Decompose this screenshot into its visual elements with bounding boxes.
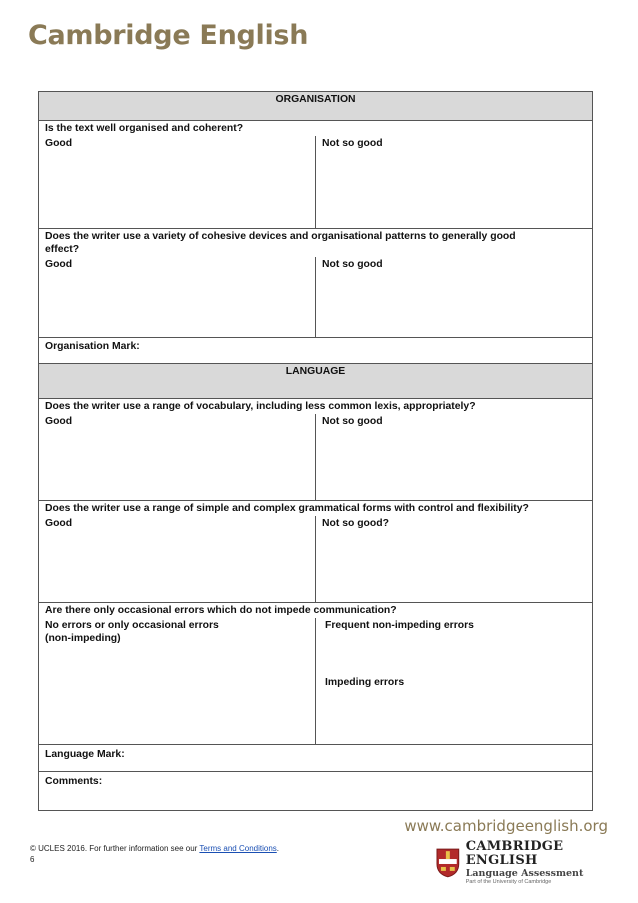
org-q1-answers (39, 136, 593, 229)
lang-q1-answers (39, 414, 593, 501)
lang-q1-not-so-good-label: Not so good (322, 416, 383, 427)
lang-q2-question: Does the writer use a range of simple and complex grammatical forms with control and flexibility? (39, 501, 593, 517)
org-q1-row (39, 121, 593, 137)
lang-q2-not-so-good[interactable] (316, 516, 593, 603)
organisation-header-row (39, 92, 593, 121)
page-number: 6 (30, 855, 35, 864)
lang-q3-row (39, 603, 593, 619)
lang-q1-question: Does the writer use a range of vocabulary, including less common lexis, appropriately? (39, 399, 593, 415)
org-q2-question (39, 229, 593, 258)
org-q1-good-label: Good (45, 138, 73, 149)
org-q2-good-label: Good (45, 259, 73, 270)
language-mark-label: Language Mark: (45, 749, 125, 760)
org-q2-answers (39, 257, 593, 338)
lang-q1-row (39, 399, 593, 415)
lang-q2-good[interactable] (39, 516, 316, 603)
org-q2-question-line1: Does the writer use a variety of cohesive devices and organisational patterns to generally good (45, 231, 516, 242)
logo-main-text: CAMBRIDGE ENGLISH (465, 839, 564, 868)
org-q2-not-so-good[interactable] (316, 257, 593, 338)
cambridge-logo (436, 840, 638, 886)
comments-label: Comments: (45, 776, 103, 787)
comments[interactable] (39, 772, 593, 811)
lang-q1-good[interactable] (39, 414, 316, 501)
organisation-mark[interactable] (39, 338, 593, 364)
lang-q2-answers (39, 516, 593, 603)
lang-q3-spacer (325, 632, 586, 676)
terms-link[interactable]: Terms and Conditions (199, 844, 277, 853)
org-q1-not-so-good-label: Not so good (322, 138, 383, 149)
org-q2-question-line2: effect? (45, 244, 80, 255)
organisation-heading: ORGANISATION (39, 92, 593, 121)
language-mark-row (39, 745, 593, 772)
lang-q3-frequent-errors[interactable] (316, 618, 593, 745)
lang-q2-good-label: Good (45, 518, 73, 529)
lang-q3-question: Are there only occasional errors which do not impede communication? (39, 603, 593, 619)
footer-url: www.cambridgeenglish.org (404, 817, 608, 835)
comments-row (39, 772, 593, 811)
lang-q3-left-line2: (non-impeding) (45, 633, 121, 644)
org-q2-good[interactable] (39, 257, 316, 338)
org-q1-good[interactable] (39, 136, 316, 229)
copyright-suffix: . (276, 844, 279, 853)
org-q2-not-so-good-label: Not so good (322, 259, 383, 270)
lang-q3-occasional-errors[interactable] (39, 618, 316, 745)
lang-q3-answers (39, 618, 593, 745)
copyright-notice (30, 844, 279, 853)
lang-q3-right-bottom: Impeding errors (325, 677, 405, 688)
lang-q2-row (39, 501, 593, 517)
org-q2-row (39, 229, 593, 258)
copyright-text: © UCLES 2016. For further information see our (30, 844, 200, 853)
organisation-mark-label: Organisation Mark: (45, 341, 140, 352)
org-q1-question: Is the text well organised and coherent? (39, 121, 593, 137)
logo-sub-text: Language Assessment (465, 868, 584, 879)
language-heading: LANGUAGE (39, 364, 593, 399)
lang-q1-good-label: Good (45, 416, 73, 427)
org-q1-not-so-good[interactable] (316, 136, 593, 229)
lang-q3-left-line1: No errors or only occasional errors (45, 620, 219, 631)
lang-q3-right-top: Frequent non-impeding errors (325, 620, 474, 631)
brand-logo-text: Cambridge English (28, 20, 309, 51)
organisation-mark-row (39, 338, 593, 364)
language-header-row (39, 364, 593, 399)
logo-tag-text: Part of the University of Cambridge (465, 879, 552, 885)
lang-q2-not-so-good-label: Not so good? (322, 518, 389, 529)
language-mark[interactable] (39, 745, 593, 772)
shield-icon (436, 848, 460, 878)
assessment-form-table (38, 91, 593, 811)
lang-q1-not-so-good[interactable] (316, 414, 593, 501)
